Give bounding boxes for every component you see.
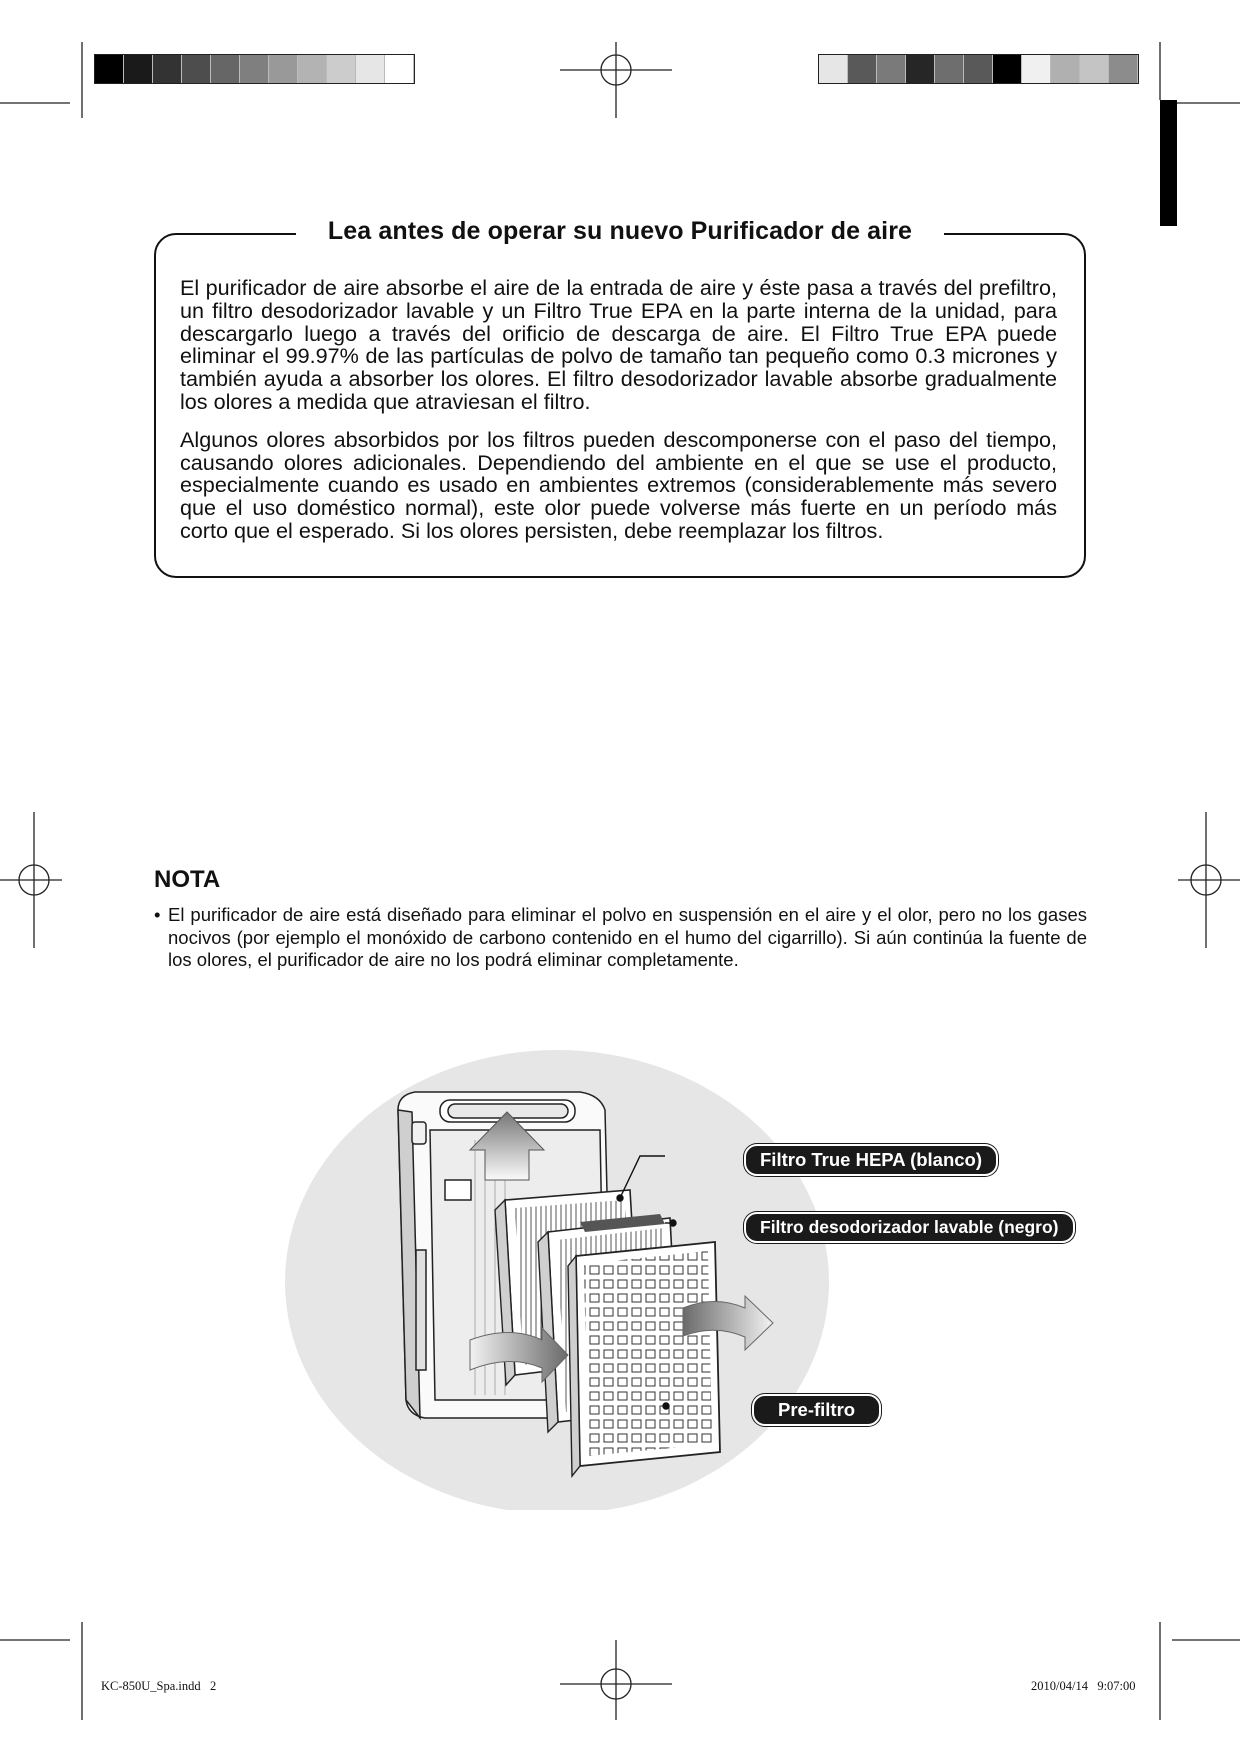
color-swatch — [95, 55, 124, 83]
read-box-paragraph-2: Algunos olores absorbidos por los filtros pueden descomponerse con el paso del tiempo, causando olores adicionales. Dependiendo del ambiente en el que se use el producto, especialmente cuando es usado en ambientes extremos (considerablemente más severo que el uso doméstico normal), este olor puede volverse más fuerte en un período más corto que el esperado. Si los olores persisten, debe reemplazar los filtros. — [180, 426, 1057, 543]
nota-bullet: • — [154, 904, 161, 925]
color-swatch — [906, 55, 935, 83]
color-swatch — [993, 55, 1022, 83]
footer-timestamp: 2010/04/14 9:07:00 — [1031, 1679, 1136, 1693]
read-box-paragraph-1: El purificador de aire absorbe el aire de la entrada de aire y éste pasa a través del prefiltro, un filtro desodorizador lavable y un Filtro True EPA en la parte interna de la unidad, para descargarlo luego a través del orificio de descarga de aire. El Filtro True EPA puede eliminar el 99.97% de las partículas de polvo de tamaño tan pequeño como 0.3 micrones y también ayuda a absorber los olores. El filtro desodorizador lavable absorbe gradualmente los olores a medida que atraviesan el filtro. — [180, 275, 1057, 414]
color-swatch — [298, 55, 327, 83]
color-swatch — [1109, 55, 1138, 83]
color-swatch — [964, 55, 993, 83]
read-box-title: Lea antes de operar su nuevo Purificador de aire — [0, 217, 1240, 246]
label-hepa-filter: Filtro True HEPA (blanco) — [744, 1144, 998, 1176]
color-swatch — [1051, 55, 1080, 83]
nota-body — [154, 904, 1087, 972]
nota-heading: NOTA — [154, 866, 221, 893]
label-deodorizer-filter: Filtro desodorizador lavable (negro) — [744, 1212, 1075, 1243]
color-calibration-bar-right — [818, 54, 1139, 84]
color-swatch — [211, 55, 240, 83]
color-swatch — [356, 55, 385, 83]
color-swatch — [819, 55, 848, 83]
color-swatch — [848, 55, 877, 83]
color-swatch — [240, 55, 269, 83]
color-swatch — [182, 55, 211, 83]
pre-filter — [568, 1242, 720, 1476]
color-swatch — [269, 55, 298, 83]
color-swatch — [327, 55, 356, 83]
color-swatch — [935, 55, 964, 83]
color-swatch — [1022, 55, 1051, 83]
color-swatch — [124, 55, 153, 83]
color-swatch — [385, 55, 414, 83]
color-swatch — [877, 55, 906, 83]
color-calibration-bar-left — [94, 54, 415, 84]
nota-text: El purificador de aire está diseñado para eliminar el polvo en suspensión en el aire y el olor, pero no los gases nocivos (por ejemplo el monóxido de carbono contenido en el humo del cigarrillo). Si aún continúa la fuente de los olores, el purificador de aire no los podrá eliminar completamente. — [168, 904, 1087, 970]
color-swatch — [153, 55, 182, 83]
color-swatch — [1080, 55, 1109, 83]
label-pre-filter: Pre-filtro — [752, 1394, 881, 1426]
read-box-body — [180, 277, 1057, 558]
page-side-tab — [1160, 100, 1177, 226]
footer-file-name: KC-850U_Spa.indd 2 — [101, 1679, 217, 1693]
filter-diagram — [280, 1040, 1060, 1510]
